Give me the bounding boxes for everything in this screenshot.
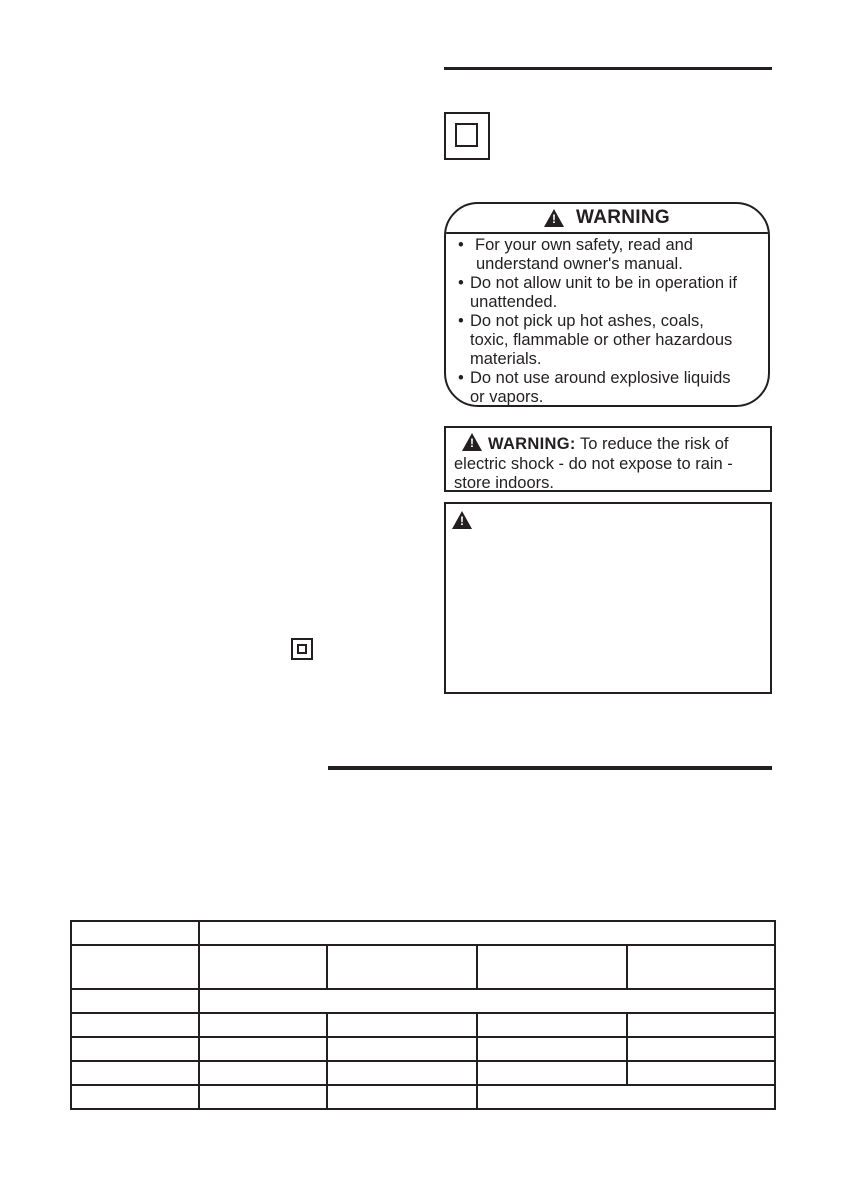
table-cell xyxy=(71,989,199,1013)
table-row xyxy=(71,1013,775,1037)
warning-label xyxy=(444,202,770,407)
table-cell xyxy=(477,1037,627,1061)
table-cell xyxy=(627,1061,775,1085)
shock-warning-lead: WARNING: xyxy=(488,435,576,453)
warning-item: • Do not pick up hot ashes, coals, toxic, flammable or other hazardous materials. xyxy=(458,312,733,368)
table-cell xyxy=(327,1037,477,1061)
table-row xyxy=(71,945,775,989)
warning-label-header xyxy=(446,204,768,234)
table-cell xyxy=(71,1013,199,1037)
table-cell xyxy=(71,945,199,989)
table-cell xyxy=(477,945,627,989)
caution-box xyxy=(444,502,772,694)
table-cell xyxy=(71,1037,199,1061)
warning-item: • For your own safety, read and understand owner's manual. xyxy=(458,236,693,273)
table-cell xyxy=(327,945,477,989)
table-cell xyxy=(199,1013,327,1037)
shock-warning xyxy=(444,426,772,492)
table-cell xyxy=(199,989,775,1013)
warning-triangle-icon xyxy=(462,433,482,451)
section-rule xyxy=(328,766,772,770)
double-insulation-icon xyxy=(291,638,313,660)
table-cell xyxy=(327,1061,477,1085)
table-cell xyxy=(327,1013,477,1037)
table-row xyxy=(71,921,775,945)
table-cell xyxy=(199,921,775,945)
table-cell xyxy=(477,1061,627,1085)
table-cell xyxy=(71,1061,199,1085)
warning-item: • Do not allow unit to be in operation if unattended. xyxy=(458,274,737,311)
warning-triangle-icon xyxy=(452,511,472,529)
table-cell xyxy=(71,1085,199,1109)
spec-table xyxy=(70,920,776,1110)
warning-list xyxy=(446,234,768,407)
shock-warning-text: To reduce the risk of electric shock - do not expose to rain - store indoors. xyxy=(454,435,733,492)
table-cell xyxy=(199,1061,327,1085)
table-cell xyxy=(199,945,327,989)
table-row xyxy=(71,1085,775,1109)
table-row xyxy=(71,989,775,1013)
top-rule xyxy=(444,67,772,70)
table-row xyxy=(71,1037,775,1061)
table-cell xyxy=(199,1085,327,1109)
table-row xyxy=(71,1061,775,1085)
table-cell xyxy=(327,1085,477,1109)
table-cell xyxy=(627,1037,775,1061)
table-cell xyxy=(477,1013,627,1037)
warning-triangle-icon xyxy=(544,209,564,227)
table-cell xyxy=(627,1013,775,1037)
table-cell xyxy=(477,1085,775,1109)
double-insulation-icon xyxy=(444,112,490,160)
warning-label-title: WARNING xyxy=(576,207,670,228)
warning-item: • Do not use around explosive liquids or vapors. xyxy=(458,369,731,406)
table-cell xyxy=(199,1037,327,1061)
table-cell xyxy=(71,921,199,945)
table-cell xyxy=(627,945,775,989)
